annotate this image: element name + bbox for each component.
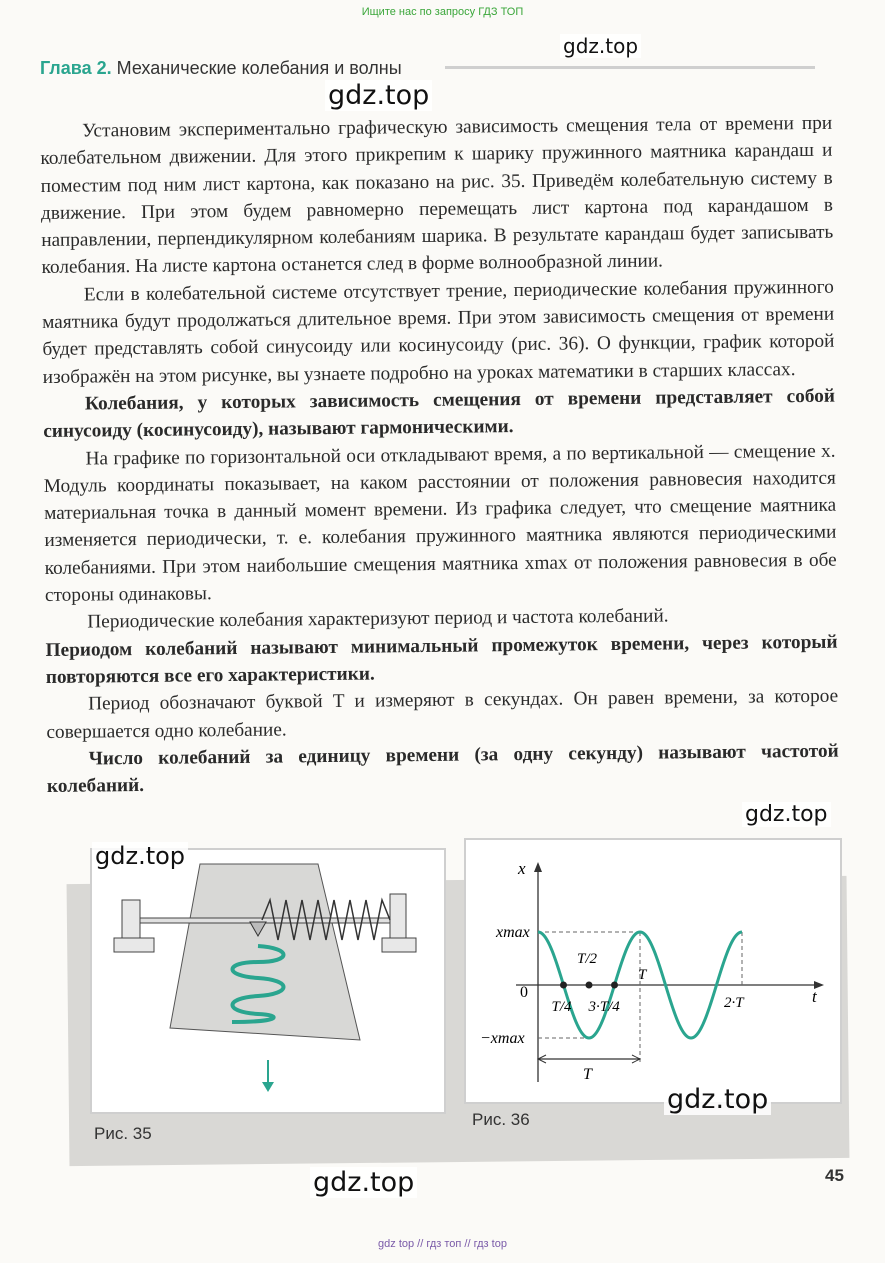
data-point (560, 982, 567, 989)
watermark: gdz.top (560, 34, 641, 58)
watermark: gdz.top (325, 80, 432, 111)
body-text (40, 110, 839, 801)
chapter-number: Глава 2. (40, 58, 112, 78)
right-stand (390, 894, 406, 942)
pendulum-illustration (92, 850, 444, 1112)
bottom-banner: gdz top // гдз топ // гдз top (378, 1238, 507, 1250)
figure-35 (90, 848, 446, 1114)
page-number: 45 (825, 1166, 844, 1185)
y-axis-label: x (518, 859, 526, 878)
paragraph: Период обозначают буквой T и измеряют в секундах. Он равен времени, за которое совершается одно колебание. (46, 685, 839, 743)
right-base (382, 938, 416, 952)
data-point (586, 982, 593, 989)
x-axis-label: t (812, 987, 817, 1006)
xtick-label: T (638, 967, 647, 983)
oscillation-chart (466, 840, 840, 1102)
header-rule (445, 66, 815, 69)
paragraph: Периодические колебания характеризуют период и частота колебаний. (87, 605, 669, 633)
arrow-down-icon (262, 1082, 274, 1092)
xtick-label: T/2 (577, 951, 598, 967)
top-banner: Ищите нас по запросу ГДЗ ТОП (361, 6, 524, 18)
watermark: gdz.top (664, 1084, 771, 1115)
definition-frequency: Число колебаний за единицу времени (за одну секунду) называют частотой колебаний. (46, 740, 839, 798)
data-point (611, 982, 618, 989)
watermark: gdz.top (92, 842, 188, 870)
watermark: gdz.top (742, 802, 831, 827)
xtick-label: T/4 (551, 999, 572, 1015)
paragraph: Если в колебательной системе отсутствует трение, периодические колебания пружинного маятника будут продолжаться длительное время. При этом зависимость смещения от времени будет представлять собой синусоиду или косинусоиду (рис. 36). О функции, график которой изображён на этом рисунке, вы узнаете подробно на уроках математики в старших классах. (42, 276, 835, 388)
paragraph: Установим экспериментально графическую зависимость смещения тела от времени при колебательном движении. Для этого прикрепим к шарику пружинного маятника карандаш и поместим под ним лист картона, как показано на рис. 35. Приведём колебательную систему в движение. При этом будем равномерно перемещать лист картона под карандашом в направлении, перпендикулярном колебаниям шарика. В результате карандаш будет записывать колебания. На листе картона останется след в форме волнообразной линии. (40, 112, 834, 279)
y-axis-arrow-icon (534, 862, 542, 872)
ytick-label: −xmax (480, 1030, 525, 1047)
chapter-header (40, 58, 402, 79)
left-stand (122, 900, 140, 942)
definition-harmonic: Колебания, у которых зависимость смещения от времени представляет собой синусоиду (косинусоиду), называют гармоническими. (43, 385, 836, 443)
period-label: T (583, 1066, 592, 1083)
ytick-label: 0 (520, 984, 528, 1001)
definition-period: Периодом колебаний называют минимальный промежуток времени, через который повторяются все его характеристики. (45, 631, 838, 688)
watermark: gdz.top (310, 1167, 417, 1198)
paragraph: На графике по горизонтальной оси откладывают время, а по вертикальной — смещение x. Модуль координаты показывает, на каком расстоянии от положения равновесия находится материальная точка в данный момент времени. Из графика следует, что смещение маятника изменяется периодически, т. е. колебания пружинного маятника являются периодическими колебаниями. При этом наибольшие смещения маятника xmax от положения равновесия в обе стороны одинаковы. (43, 440, 837, 607)
xtick-label: 2·T (724, 995, 744, 1011)
figure-36 (464, 838, 842, 1104)
figure-36-caption: Рис. 36 (472, 1110, 530, 1129)
xtick-label: 3·T/4 (588, 999, 620, 1015)
left-base (114, 938, 154, 952)
figure-35-caption: Рис. 35 (94, 1124, 152, 1143)
ytick-label: xmax (496, 924, 530, 941)
chapter-title: Механические колебания и волны (116, 58, 402, 78)
